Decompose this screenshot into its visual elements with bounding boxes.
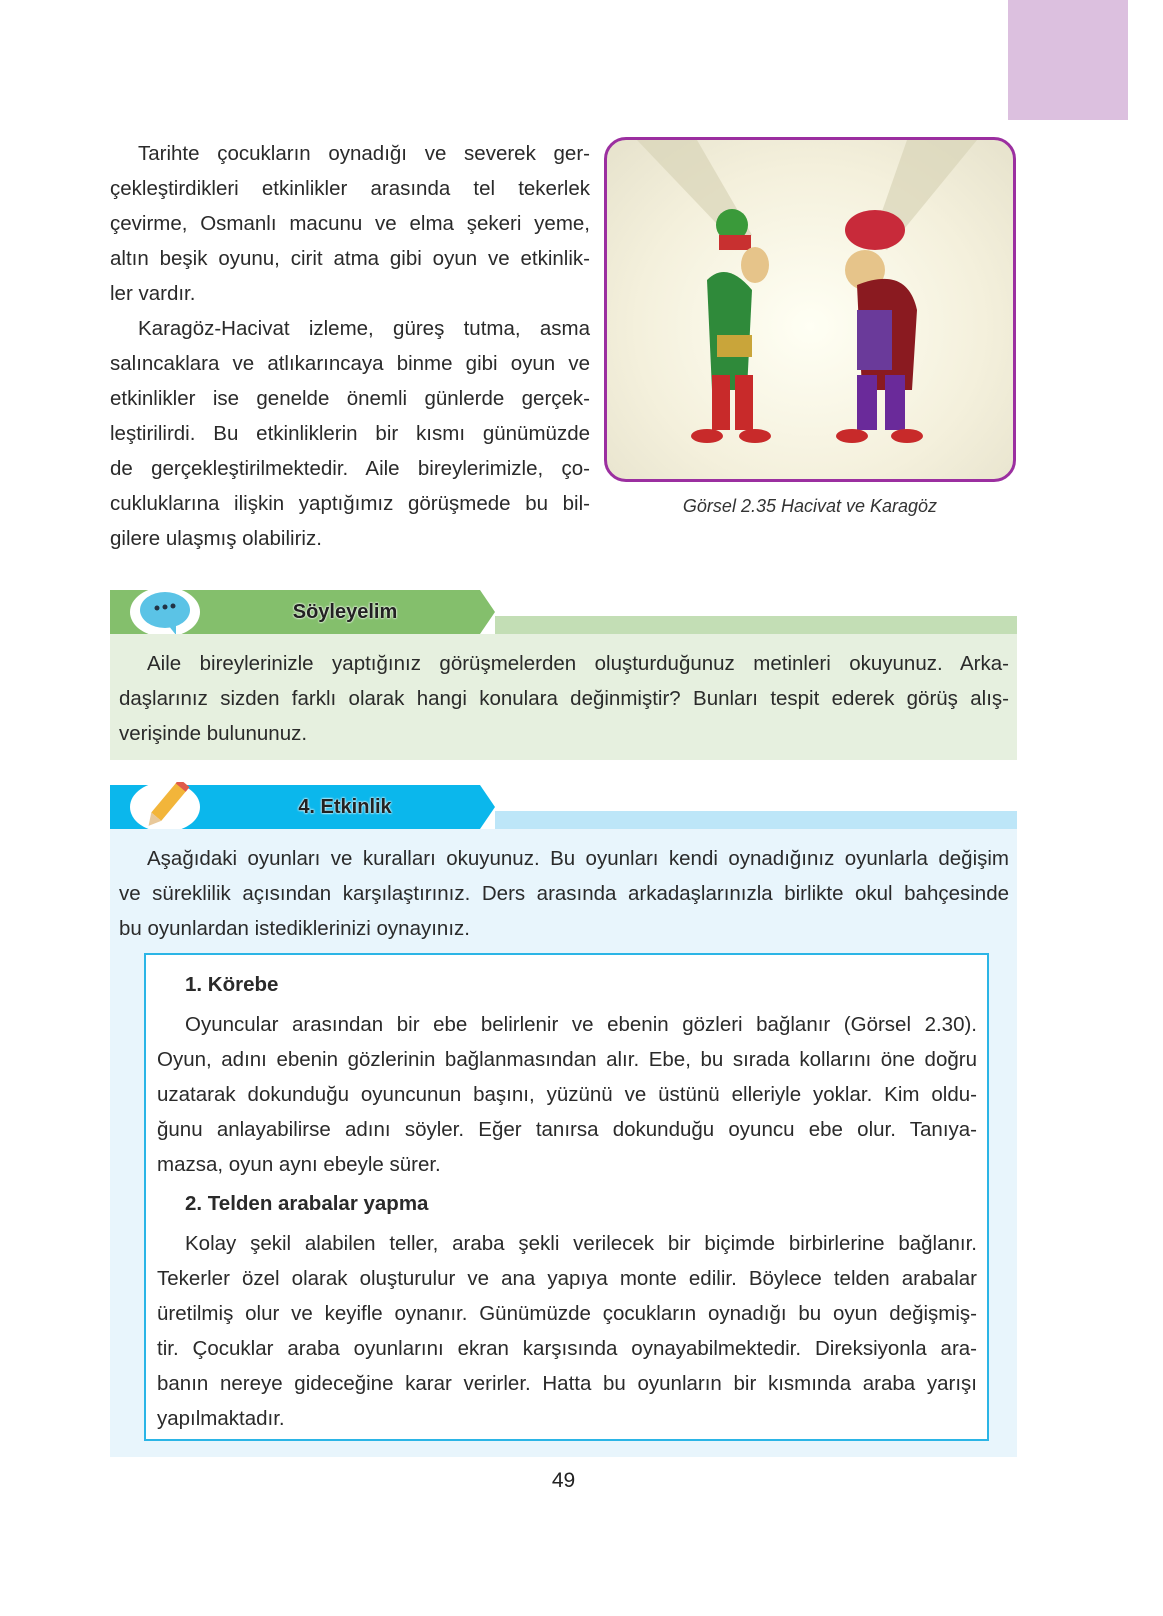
speech-bubble-icon: [130, 587, 200, 637]
text-line: salıncaklara ve atlıkarıncaya binme gibi oyun ve: [110, 352, 590, 375]
text-line: ve süreklilik açısından karşılaştırınız. Ders arasında arkadaşlarınızla birlikte okul bahçesinde: [119, 882, 1009, 905]
text-line: Tekerler özel olarak oluşturulur ve ana yapıya monte edilir. Böylece telden arabalar: [157, 1267, 977, 1290]
text-line: daşlarınız sizden farklı olarak hangi konulara değinmiştir? Bunları tespit ederek görüş alış-: [119, 687, 1009, 710]
hacivat-puppet: [691, 209, 771, 443]
text-line: Oyun, adını ebenin gözlerinin bağlanmasından alır. Ebe, bu sırada kollarını öne doğru: [157, 1048, 977, 1071]
text-line: Aile bireylerinizle yaptığınız görüşmelerden oluşturduğunuz metinleri okuyunuz. Arka-: [147, 652, 1009, 675]
text-line: uzatarak dokunduğu oyuncunun başını, yüzünü ve üstünü elleriyle yoklar. Kim oldu-: [157, 1083, 977, 1106]
text-line: cukluklarına ilişkin yaptığımız görüşmede bu bil-: [110, 492, 590, 515]
hacivat-karagoz-image: [604, 137, 1016, 482]
text-line: Aşağıdaki oyunları ve kuralları okuyunuz. Bu oyunları kendi oynadığınız oyunlarla değişim: [147, 847, 1009, 870]
soyleyelim-title: Söyleyelim: [292, 601, 398, 623]
text-line: Karagöz-Hacivat izleme, güreş tutma, asma: [138, 317, 590, 340]
game-title: 2. Telden arabalar yapma: [185, 1192, 429, 1215]
text-line: üretilmiş olur ve keyifle oynanır. Günümüzde çocukların oynadığı bu oyun değişmiş-: [157, 1302, 977, 1325]
karagoz-puppet: [836, 210, 923, 443]
figure-caption: Görsel 2.35 Hacivat ve Karagöz: [682, 496, 938, 516]
text-line: de gerçekleştirilmektedir. Aile bireylerimizle, ço-: [110, 457, 590, 480]
text-line: Oyuncular arasından bir ebe belirlenir ve ebenin gözleri bağlanır (Görsel 2.30).: [185, 1013, 977, 1036]
text-line: çekleştirdikleri etkinlikler arasında tel tekerlek: [110, 177, 590, 200]
game-title: 1. Körebe: [185, 973, 279, 996]
text-line: yapılmaktadır.: [157, 1407, 285, 1430]
etkinlik-title: 4. Etkinlik: [298, 796, 392, 818]
text-line: gilere ulaşmış olabiliriz.: [110, 527, 322, 550]
text-line: ler vardır.: [110, 282, 196, 305]
text-line: etkinlikler ise genelde önemli günlerde gerçek-: [110, 387, 590, 410]
soyleyelim-body: [110, 634, 1017, 760]
chapter-color-tab: [1008, 0, 1128, 120]
text-line: çevirme, Osmanlı macunu ve elma şekeri yeme,: [110, 212, 590, 235]
text-line: ğunu anlayabilirse adını söyler. Eğer tanırsa dokunduğu oyuncu ebe olur. Tanıya-: [157, 1118, 977, 1141]
text-line: Tarihte çocukların oynadığı ve severek ger-: [138, 142, 590, 165]
text-line: Kolay şekil alabilen teller, araba şekli verilecek bir biçimde birbirlerine bağlanır.: [185, 1232, 977, 1255]
text-line: mazsa, oyun aynı ebeyle sürer.: [157, 1153, 441, 1176]
text-line: bu oyunlardan istediklerinizi oynayınız.: [119, 917, 470, 940]
text-line: leştirilirdi. Bu etkinliklerin bir kısmı günümüzde: [110, 422, 590, 445]
text-line: tir. Çocuklar araba oyunlarını ekran karşısında oynayabilmektedir. Direksiyonla ara-: [157, 1337, 977, 1360]
intro-text: [110, 136, 590, 556]
text-line: altın beşik oyunu, cirit atma gibi oyun ve etkinlik-: [110, 247, 590, 270]
text-line: banın nereye gideceğine karar verirler. Hatta bu oyunların bir kısmında araba yarışı: [157, 1372, 977, 1395]
games-box: [144, 953, 989, 1441]
text-line: verişinde bulununuz.: [119, 722, 308, 745]
page-number: 49: [551, 1469, 576, 1492]
pencil-icon: [130, 782, 200, 832]
